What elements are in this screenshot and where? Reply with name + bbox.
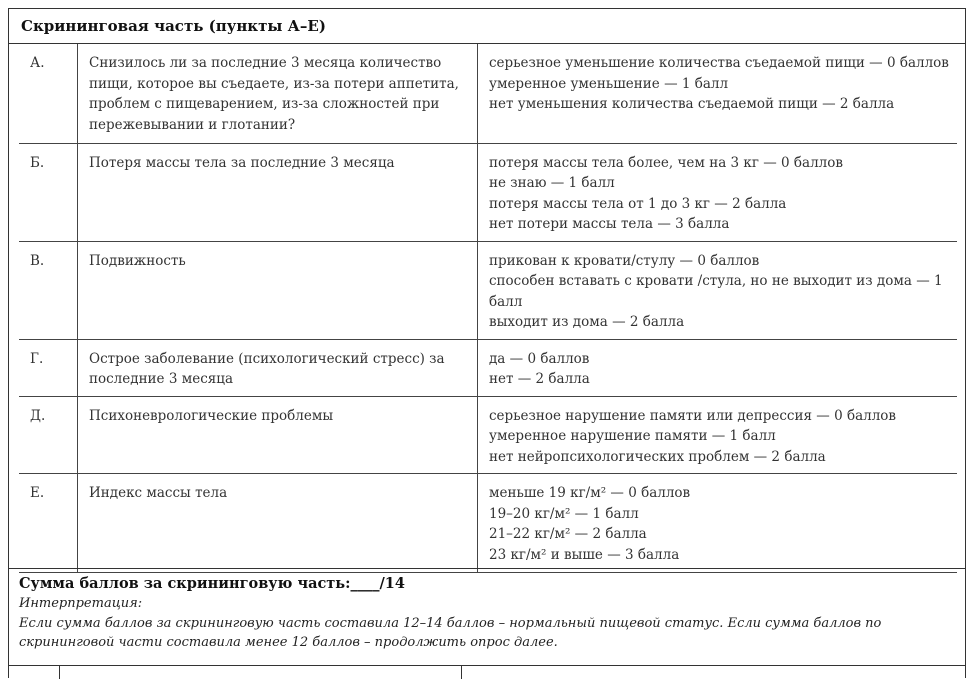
table-bottom-divider: [9, 665, 965, 666]
answer-option: нет потери массы тела — 3 балла: [489, 216, 730, 232]
answer-option: меньше 19 кг/м² — 0 баллов: [489, 485, 691, 501]
table-row: [19, 474, 957, 573]
answer-option: потеря массы тела от 1 до 3 кг — 2 балла: [489, 195, 787, 212]
answer-option: потеря массы тела более, чем на 3 кг — 0 баллов: [489, 154, 843, 171]
item-question: Психоневрологические проблемы: [78, 396, 478, 474]
item-letter: Д.: [19, 396, 78, 474]
answer-option: прикован к кровати/стулу — 0 баллов: [489, 252, 760, 269]
answer-option: не знаю — 1 балл: [489, 175, 615, 191]
item-letter: Б.: [19, 143, 78, 241]
answer-option: 21–22 кг/м² — 2 балла: [489, 526, 647, 542]
column-divider: [461, 665, 462, 679]
table-row: [19, 143, 957, 241]
interpretation-label: Интерпретация:: [19, 596, 143, 611]
item-letter: Е.: [19, 474, 78, 573]
score-summary: [9, 568, 965, 658]
column-divider: [59, 665, 60, 679]
item-letter: А.: [19, 44, 78, 143]
answer-option: 19–20 кг/м² — 1 балл: [489, 505, 639, 522]
item-letter: В.: [19, 241, 78, 339]
item-letter: Г.: [19, 339, 78, 396]
item-question: Снизилось ли за последние 3 месяца количество пищи, которое вы съедаете, из-за потери аппетита, проблем с пищеварением, из-за сложностей при пережевывании и глотании?: [78, 44, 478, 143]
answer-option: нет нейропсихологических проблем — 2 балла: [489, 448, 826, 465]
answer-option: да — 0 баллов: [489, 350, 590, 367]
item-question: Потеря массы тела за последние 3 месяца: [78, 143, 478, 241]
answer-option: умеренное нарушение памяти — 1 балл: [489, 428, 776, 444]
answer-option: серьезное нарушение памяти или депрессия — 0 баллов: [489, 407, 897, 424]
item-answers: [478, 339, 958, 396]
table-row: [19, 339, 957, 396]
item-answers: [478, 44, 958, 143]
score-total-label: Сумма баллов за скрининговую часть:____/14: [19, 575, 405, 592]
answer-option: способен вставать с кровати /стула, но не выходит из дома — 1 балл: [489, 273, 943, 310]
item-question: Индекс массы тела: [78, 474, 478, 573]
item-question: Подвижность: [78, 241, 478, 339]
answer-option: 23 кг/м² и выше — 3 балла: [489, 546, 680, 563]
item-answers: [478, 474, 958, 573]
item-answers: [478, 241, 958, 339]
answer-option: серьезное уменьшение количества съедаемой пищи — 0 баллов: [489, 55, 949, 71]
item-question: Острое заболевание (психологический стресс) за последние 3 месяца: [78, 339, 478, 396]
screening-form: [8, 8, 966, 678]
answer-option: нет уменьшения количества съедаемой пищи — 2 балла: [489, 96, 895, 112]
interpretation-text: Если сумма баллов за скрининговую часть составила 12–14 баллов – нормальный пищевой статус. Если сумма баллов по скрининговой части составила менее 12 баллов – продолжить опрос далее.: [19, 615, 882, 650]
answer-option: нет — 2 балла: [489, 371, 590, 387]
screening-table: [19, 44, 957, 573]
table-row: [19, 44, 957, 143]
table-row: [19, 396, 957, 474]
section-title: Скрининговая часть (пункты А–Е): [9, 9, 965, 44]
answer-option: выходит из дома — 2 балла: [489, 314, 685, 330]
table-row: [19, 241, 957, 339]
item-answers: [478, 143, 958, 241]
item-answers: [478, 396, 958, 474]
answer-option: умеренное уменьшение — 1 балл: [489, 75, 729, 92]
